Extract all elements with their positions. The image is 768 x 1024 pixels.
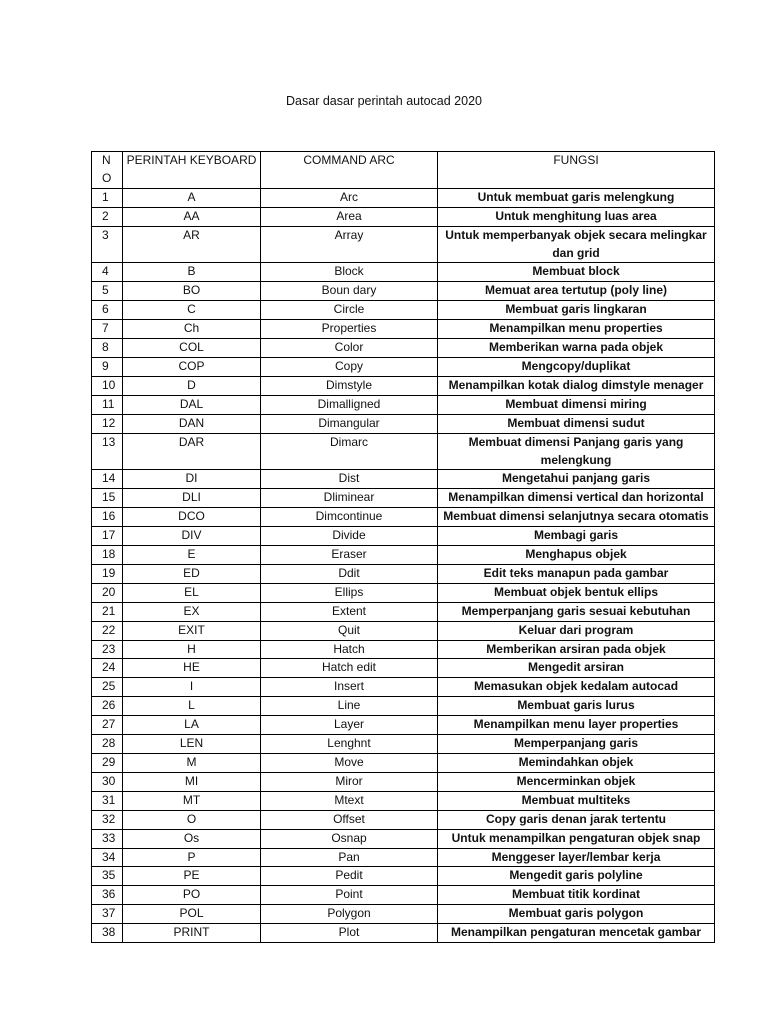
cell-fungsi: Keluar dari program [438,621,715,640]
cell-fungsi: Membuat block [438,263,715,282]
cell-no: 24 [92,659,123,678]
table-row [92,188,715,207]
table-row [92,282,715,301]
cell-command: Ddit [261,564,438,583]
cell-command: Plot [261,924,438,943]
cell-command: Lenghnt [261,735,438,754]
cell-fungsi: Menampilkan menu properties [438,320,715,339]
cell-keyboard: M [123,754,261,773]
cell-no: 3 [92,226,123,263]
cell-keyboard: LEN [123,735,261,754]
cell-fungsi: Untuk memperbanyak objek secara melingkar dan grid [438,226,715,263]
cell-keyboard: AA [123,207,261,226]
cell-keyboard: PO [123,886,261,905]
cell-keyboard: LA [123,716,261,735]
table-row [92,829,715,848]
cell-keyboard: DIV [123,527,261,546]
cell-keyboard: H [123,640,261,659]
cell-keyboard: EX [123,602,261,621]
cell-fungsi: Menghapus objek [438,546,715,565]
table-row [92,414,715,433]
cell-no: 32 [92,810,123,829]
cell-fungsi: Menampilkan pengaturan mencetak gambar [438,924,715,943]
cell-keyboard: MI [123,772,261,791]
header-command: COMMAND ARC [261,152,438,189]
cell-keyboard: I [123,678,261,697]
cell-no: 35 [92,867,123,886]
cell-keyboard: Os [123,829,261,848]
cell-fungsi: Memuat area tertutup (poly line) [438,282,715,301]
table-row [92,886,715,905]
cell-keyboard: HE [123,659,261,678]
cell-no: 19 [92,564,123,583]
document-title: Dasar dasar perintah autocad 2020 [286,94,482,108]
cell-command: Circle [261,301,438,320]
cell-fungsi: Memberikan arsiran pada objek [438,640,715,659]
cell-no: 27 [92,716,123,735]
cell-command: Hatch edit [261,659,438,678]
cell-command: Color [261,339,438,358]
cell-fungsi: Menampilkan menu layer properties [438,716,715,735]
cell-fungsi: Menggeser layer/lembar kerja [438,848,715,867]
cell-keyboard: DAN [123,414,261,433]
cell-fungsi: Mencerminkan objek [438,772,715,791]
table-row [92,621,715,640]
cell-keyboard: L [123,697,261,716]
table-row [92,905,715,924]
cell-keyboard: AR [123,226,261,263]
cell-fungsi: Membuat dimensi miring [438,395,715,414]
cell-command: Properties [261,320,438,339]
cell-command: Miror [261,772,438,791]
cell-fungsi: Memperpanjang garis [438,735,715,754]
cell-no: 16 [92,508,123,527]
cell-no: 13 [92,433,123,470]
cell-fungsi: Membuat garis lingkaran [438,301,715,320]
table-row [92,489,715,508]
cell-keyboard: DI [123,470,261,489]
cell-keyboard: D [123,376,261,395]
table-row [92,546,715,565]
header-keyboard: PERINTAH KEYBOARD [123,152,261,189]
cell-fungsi: Mengcopy/duplikat [438,357,715,376]
table-row [92,754,715,773]
cell-no: 14 [92,470,123,489]
cell-no: 23 [92,640,123,659]
cell-keyboard: B [123,263,261,282]
cell-command: Mtext [261,791,438,810]
cell-fungsi: Untuk membuat garis melengkung [438,188,715,207]
cell-no: 25 [92,678,123,697]
table-row [92,697,715,716]
cell-command: Pedit [261,867,438,886]
table-row [92,508,715,527]
cell-command: Dimstyle [261,376,438,395]
cell-fungsi: Copy garis denan jarak tertentu [438,810,715,829]
table-row [92,735,715,754]
cell-command: Dimarc [261,433,438,470]
cell-fungsi: Untuk menghitung luas area [438,207,715,226]
cell-fungsi: Membuat dimensi selanjutnya secara otomatis [438,508,715,527]
cell-fungsi: Membuat multiteks [438,791,715,810]
cell-no: 36 [92,886,123,905]
cell-fungsi: Untuk menampilkan pengaturan objek snap [438,829,715,848]
table-row [92,376,715,395]
cell-command: Pan [261,848,438,867]
cell-fungsi: Memindahkan objek [438,754,715,773]
cell-command: Divide [261,527,438,546]
table-row [92,602,715,621]
cell-keyboard: BO [123,282,261,301]
cell-no: 22 [92,621,123,640]
cell-keyboard: PRINT [123,924,261,943]
cell-command: Hatch [261,640,438,659]
cell-no: 9 [92,357,123,376]
table-row [92,339,715,358]
cell-command: Layer [261,716,438,735]
table-row [92,395,715,414]
cell-command: Ellips [261,583,438,602]
table-row [92,848,715,867]
cell-keyboard: COP [123,357,261,376]
cell-fungsi: Memasukan objek kedalam autocad [438,678,715,697]
cell-no: 11 [92,395,123,414]
table-row [92,810,715,829]
table-row [92,716,715,735]
cell-command: Point [261,886,438,905]
cell-keyboard: COL [123,339,261,358]
cell-command: Arc [261,188,438,207]
cell-command: Dimangular [261,414,438,433]
cell-fungsi: Mengedit garis polyline [438,867,715,886]
cell-no: 37 [92,905,123,924]
cell-keyboard: P [123,848,261,867]
cell-command: Eraser [261,546,438,565]
cell-no: 2 [92,207,123,226]
cell-command: Copy [261,357,438,376]
table-row [92,263,715,282]
table-row [92,867,715,886]
header-fungsi: FUNGSI [438,152,715,189]
cell-command: Array [261,226,438,263]
header-no: N O [92,152,123,189]
cell-keyboard: DLI [123,489,261,508]
cell-command: Quit [261,621,438,640]
table-row [92,583,715,602]
cell-command: Extent [261,602,438,621]
table-row [92,772,715,791]
cell-command: Line [261,697,438,716]
cell-keyboard: ED [123,564,261,583]
table-row [92,357,715,376]
cell-no: 29 [92,754,123,773]
table-row [92,433,715,470]
cell-no: 5 [92,282,123,301]
cell-command: Polygon [261,905,438,924]
cell-fungsi: Mengedit arsiran [438,659,715,678]
table-row [92,320,715,339]
cell-keyboard: EL [123,583,261,602]
cell-command: Dimcontinue [261,508,438,527]
cell-keyboard: A [123,188,261,207]
table-row [92,470,715,489]
cell-command: Dimalligned [261,395,438,414]
table-row [92,678,715,697]
cell-fungsi: Memberikan warna pada objek [438,339,715,358]
cell-no: 20 [92,583,123,602]
cell-fungsi: Menampilkan dimensi vertical dan horizontal [438,489,715,508]
cell-command: Boun dary [261,282,438,301]
cell-no: 12 [92,414,123,433]
table-row [92,207,715,226]
cell-fungsi: Menampilkan kotak dialog dimstyle menager [438,376,715,395]
cell-fungsi: Memperpanjang garis sesuai kebutuhan [438,602,715,621]
cell-fungsi: Membuat titik kordinat [438,886,715,905]
cell-command: Move [261,754,438,773]
cell-keyboard: EXIT [123,621,261,640]
cell-no: 34 [92,848,123,867]
cell-no: 10 [92,376,123,395]
cell-fungsi: Membuat dimensi Panjang garis yang melengkung [438,433,715,470]
cell-command: Offset [261,810,438,829]
cell-keyboard: MT [123,791,261,810]
cell-no: 18 [92,546,123,565]
cell-no: 38 [92,924,123,943]
cell-no: 31 [92,791,123,810]
cell-keyboard: E [123,546,261,565]
cell-command: Block [261,263,438,282]
cell-keyboard: O [123,810,261,829]
command-table [91,151,715,943]
cell-fungsi: Membuat garis lurus [438,697,715,716]
cell-no: 26 [92,697,123,716]
cell-no: 30 [92,772,123,791]
table-header-row [92,152,715,189]
cell-no: 4 [92,263,123,282]
cell-command: Dist [261,470,438,489]
cell-fungsi: Membagi garis [438,527,715,546]
cell-command: Insert [261,678,438,697]
cell-no: 33 [92,829,123,848]
table-row [92,640,715,659]
cell-no: 17 [92,527,123,546]
cell-keyboard: POL [123,905,261,924]
table-row [92,527,715,546]
cell-fungsi: Membuat garis polygon [438,905,715,924]
cell-no: 15 [92,489,123,508]
cell-no: 7 [92,320,123,339]
table-row [92,564,715,583]
table-row [92,924,715,943]
cell-command: Osnap [261,829,438,848]
table-row [92,659,715,678]
cell-command: Dliminear [261,489,438,508]
cell-command: Area [261,207,438,226]
cell-keyboard: C [123,301,261,320]
cell-keyboard: DAL [123,395,261,414]
cell-fungsi: Mengetahui panjang garis [438,470,715,489]
table-row [92,301,715,320]
cell-keyboard: DCO [123,508,261,527]
cell-no: 28 [92,735,123,754]
cell-keyboard: PE [123,867,261,886]
cell-no: 6 [92,301,123,320]
table-row [92,226,715,263]
cell-keyboard: DAR [123,433,261,470]
cell-no: 1 [92,188,123,207]
cell-keyboard: Ch [123,320,261,339]
cell-fungsi: Membuat objek bentuk ellips [438,583,715,602]
cell-fungsi: Edit teks manapun pada gambar [438,564,715,583]
cell-fungsi: Membuat dimensi sudut [438,414,715,433]
cell-no: 8 [92,339,123,358]
table-row [92,791,715,810]
cell-no: 21 [92,602,123,621]
